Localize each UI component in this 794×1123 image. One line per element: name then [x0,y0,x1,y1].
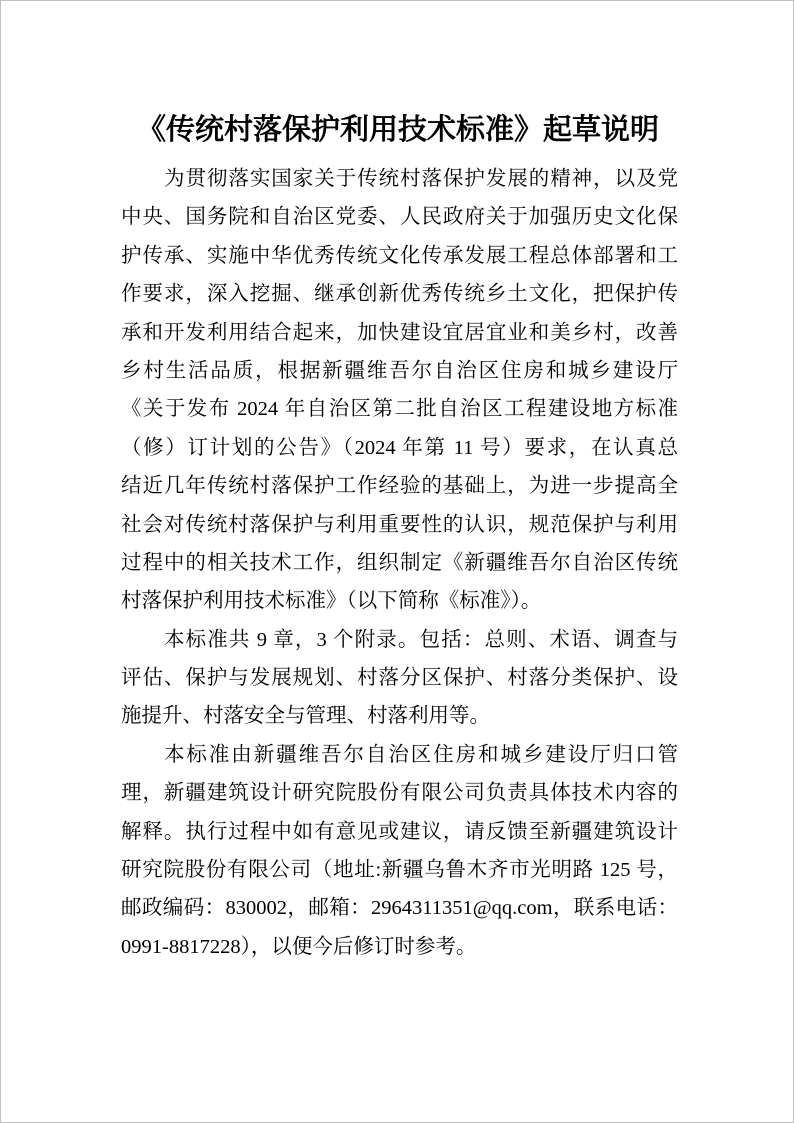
paragraph-line: 施提升、村落安全与管理、村落利用等。 [121,705,490,728]
paragraph-line: 中央、国务院和自治区党委、人民政府关于加强历史文化保 [121,206,678,229]
paragraph-line: 邮政编码：830002，邮箱：2964311351@qq.com，联系电话： [121,897,678,920]
paragraph-line: 评估、保护与发展规划、村落分区保护、村落分类保护、设 [121,667,678,690]
paragraph-line: 村落保护利用技术标准》（以下简称《标准》）。 [121,590,542,613]
paragraph-line: 《关于发布 2024 年自治区第二批自治区工程建设地方标准 [121,398,678,421]
paragraph-purpose [121,160,678,621]
paragraph-line: 本标准共 9 章，3 个附录。包括：总则、术语、调查与 [164,628,678,651]
paragraph-line: （修）订计划的公告》（2024 年第 11 号）要求，在认真总 [121,436,678,459]
paragraph-line: 作要求，深入挖掘、继承创新优秀传统乡土文化，把保护传 [121,283,678,306]
paragraph-line: 解释。执行过程中如有意见或建议，请反馈至新疆建筑设计 [121,820,678,843]
paragraph-line: 为贯彻落实国家关于传统村落保护发展的精神，以及党 [164,168,678,190]
document-body [121,160,678,966]
paragraph-line: 乡村生活品质，根据新疆维吾尔自治区住房和城乡建设厅 [121,359,678,382]
paragraph-structure [121,621,678,736]
paragraph-line: 0991-8817228），以便今后修订时参考。 [121,935,477,958]
paragraph-line: 护传承、实施中华优秀传统文化传承发展工程总体部署和工 [121,244,678,267]
paragraph-line: 结近几年传统村落保护工作经验的基础上，为进一步提高全 [121,475,678,498]
paragraph-management [121,736,678,966]
paragraph-line: 过程中的相关技术工作，组织制定《新疆维吾尔自治区传统 [121,551,678,574]
paragraph-line: 承和开发利用结合起来，加快建设宜居宜业和美乡村，改善 [121,321,678,344]
paragraph-line: 研究院股份有限公司（地址:新疆乌鲁木齐市光明路 125 号， [121,859,678,882]
paragraph-line: 理，新疆建筑设计研究院股份有限公司负责具体技术内容的 [121,782,678,805]
paragraph-line: 社会对传统村落保护与利用重要性的认识，规范保护与利用 [121,513,678,536]
paragraph-line: 本标准由新疆维吾尔自治区住房和城乡建设厅归口管 [164,743,678,766]
document-title: 《传统村落保护利用技术标准》起草说明 [136,112,659,146]
